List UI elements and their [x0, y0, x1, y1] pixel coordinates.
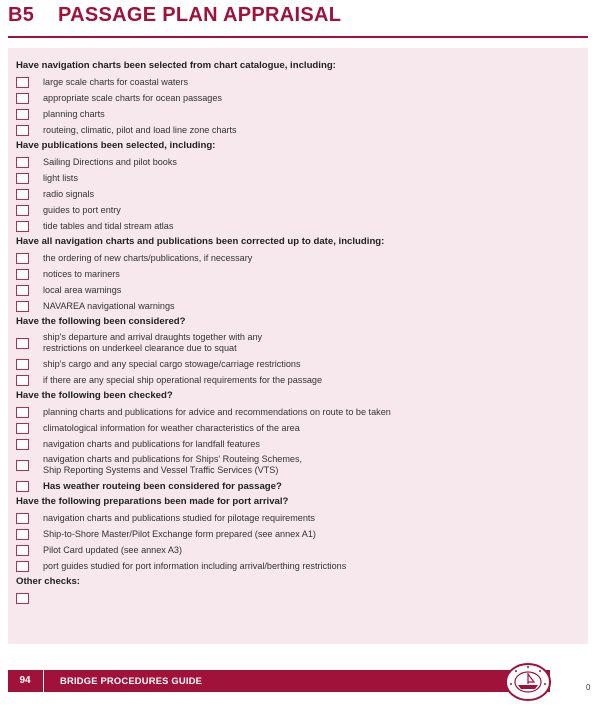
checkbox[interactable]	[16, 285, 29, 296]
checkbox[interactable]	[16, 125, 29, 136]
checklist-item	[16, 298, 584, 314]
checklist-item	[16, 74, 584, 90]
checkbox[interactable]	[16, 338, 29, 349]
checklist-item	[16, 90, 584, 106]
checklist-item	[16, 122, 584, 138]
checklist-item-label: planning charts and publications for advice and recommendations on route to be taken	[43, 406, 391, 417]
checklist-item-label: if there are any special ship operational requirements for the passage	[43, 374, 323, 385]
footer-bar	[8, 670, 550, 692]
checklist-section	[16, 58, 584, 138]
section-heading: Other checks:	[16, 576, 80, 587]
section-heading: Have publications been selected, including:	[16, 140, 216, 151]
section-heading: Have the following been checked?	[16, 390, 173, 401]
checkbox[interactable]	[16, 460, 29, 471]
checkbox[interactable]	[16, 269, 29, 280]
checklist-item	[16, 420, 584, 436]
checklist-item-label: the ordering of new charts/publications, if necessary	[43, 252, 253, 263]
checklist-item-label: local area warnings	[43, 284, 122, 295]
checklist-item	[16, 250, 584, 266]
checklist-item-label: NAVAREA navigational warnings	[43, 300, 175, 311]
checklist-item-label: appropriate scale charts for ocean passages	[43, 92, 222, 103]
checkbox[interactable]	[16, 189, 29, 200]
checklist-item	[16, 526, 584, 542]
checkbox[interactable]	[16, 407, 29, 418]
checklist-item	[16, 282, 584, 298]
checklist-section	[16, 388, 584, 494]
checkbox[interactable]	[16, 301, 29, 312]
checklist-item	[16, 330, 584, 356]
checklist-item	[16, 372, 584, 388]
checklist-item-label: routeing, climatic, pilot and load line zone charts	[43, 124, 237, 135]
checklist-item	[16, 510, 584, 526]
checkbox[interactable]	[16, 253, 29, 264]
checklist-item	[16, 218, 584, 234]
checklist-item	[16, 202, 584, 218]
checklist-item	[16, 106, 584, 122]
checklist-item-label: navigation charts and publications studied for pilotage requirements	[43, 512, 315, 523]
checklist-item	[16, 356, 584, 372]
checklist-item-label: planning charts	[43, 108, 105, 119]
checklist-section	[16, 494, 584, 574]
checklist-item	[16, 478, 584, 494]
section-heading: Have the following been considered?	[16, 316, 186, 327]
checkbox[interactable]	[16, 561, 29, 572]
checklist-item-label: Has weather routeing been considered for passage?	[43, 480, 282, 492]
checklist-item-label: tide tables and tidal stream atlas	[43, 220, 174, 231]
section-code: B5	[8, 4, 35, 26]
checkbox[interactable]	[16, 77, 29, 88]
checklist-item	[16, 452, 584, 478]
title-rule	[8, 36, 588, 38]
section-heading: Have all navigation charts and publications been corrected up to date, including:	[16, 236, 385, 247]
checklist-item	[16, 542, 584, 558]
checkbox[interactable]	[16, 513, 29, 524]
checkbox[interactable]	[16, 423, 29, 434]
title-text: PASSAGE PLAN APPRAISAL	[58, 4, 342, 26]
checklist-item-label: Pilot Card updated (see annex A3)	[43, 544, 183, 555]
page-title	[8, 4, 341, 27]
checklist-item-label: Ship-to-Shore Master/Pilot Exchange form prepared (see annex A1)	[43, 528, 316, 539]
checkbox[interactable]	[16, 529, 29, 540]
checklist-item	[16, 170, 584, 186]
checkbox[interactable]	[16, 545, 29, 556]
checklist-item-label: climatological information for weather characteristics of the area	[43, 422, 300, 433]
checklist-item-label: large scale charts for coastal waters	[43, 76, 189, 87]
footer-title: BRIDGE PROCEDURES GUIDE	[60, 675, 203, 686]
section-heading: Have the following preparations been made for port arrival?	[16, 496, 289, 507]
checklist-item-label: light lists	[43, 172, 78, 183]
checklist-item-label: Sailing Directions and pilot books	[43, 156, 177, 167]
checklist-item-label: ship's cargo and any special cargo stowage/carriage restrictions	[43, 358, 301, 369]
checklist-item-label: port guides studied for port information including arrival/berthing restrictions	[43, 560, 347, 571]
checklist-item	[16, 266, 584, 282]
footer-divider	[43, 670, 44, 692]
checklist-section	[16, 574, 584, 606]
checklist	[16, 58, 584, 606]
page-number: 94	[19, 675, 31, 686]
checkbox[interactable]	[16, 93, 29, 104]
checklist-item	[16, 590, 584, 606]
checklist-item	[16, 436, 584, 452]
corner-mark: 0	[586, 683, 591, 692]
checklist-item-label: ship's departure and arrival draughts together with any restrictions on underkeel clearance due to squat	[43, 332, 263, 353]
checklist-item-label: radio signals	[43, 188, 95, 199]
checklist-item-label: notices to mariners	[43, 268, 120, 279]
checkbox[interactable]	[16, 109, 29, 120]
checklist-item	[16, 186, 584, 202]
checkbox[interactable]	[16, 375, 29, 386]
checklist-item-label: navigation charts and publications for Ships' Routeing Schemes, Ship Reporting Systems and Vessel Traffic Services (VTS)	[43, 454, 303, 475]
checkbox[interactable]	[16, 359, 29, 370]
checklist-item-label: guides to port entry	[43, 204, 121, 215]
checkbox[interactable]	[16, 593, 29, 604]
checklist-section	[16, 314, 584, 388]
checklist-item-label: navigation charts and publications for landfall features	[43, 438, 260, 449]
checkbox[interactable]	[16, 481, 29, 492]
checklist-item	[16, 404, 584, 420]
checklist-section	[16, 138, 584, 234]
checklist-item	[16, 558, 584, 574]
chamber-of-shipping-logo-icon	[500, 662, 556, 702]
checkbox[interactable]	[16, 439, 29, 450]
checklist-item	[16, 154, 584, 170]
checklist-section	[16, 234, 584, 314]
checkbox[interactable]	[16, 173, 29, 184]
section-heading: Have navigation charts been selected from chart catalogue, including:	[16, 60, 336, 71]
checkbox[interactable]	[16, 157, 29, 168]
checkbox[interactable]	[16, 205, 29, 216]
checkbox[interactable]	[16, 221, 29, 232]
